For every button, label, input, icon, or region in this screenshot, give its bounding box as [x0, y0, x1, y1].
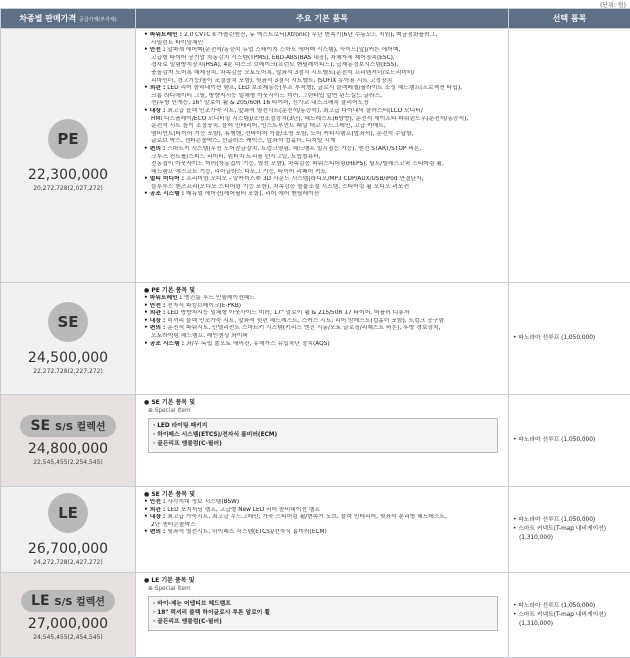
trim-price: 27,000,000	[27, 615, 109, 632]
options-cell-le	[509, 487, 630, 573]
feature-list	[136, 29, 508, 201]
features-cell-le	[136, 487, 509, 573]
feature-category: • 공조 시스템 :	[144, 340, 187, 347]
feature-category: • 외관 :	[144, 310, 168, 317]
trim-cell-se	[1, 283, 136, 395]
feature-line	[144, 184, 504, 192]
features-cell-se	[136, 283, 509, 395]
base-items-label: ● SE 기본 품목 및	[144, 491, 195, 498]
feature-text: 운전석 파워시트, 인텔리전트 스마트키 시스템(키리스 엔진 시동/오토 글로징/리퀘스트 버튼), 후방 경보장치,	[167, 325, 441, 332]
feature-line	[144, 310, 504, 318]
unit-note: (단위: 원)	[600, 2, 626, 9]
feature-line	[144, 32, 504, 40]
trim-supply-price: 24,272,728(2,427,272)	[33, 559, 103, 566]
feature-line	[144, 146, 504, 154]
trim-badge: SE	[48, 302, 88, 342]
trim-cell-le-ss	[1, 573, 136, 658]
header-options: 선택 품목	[509, 9, 630, 29]
feature-text: LED 방향지시등 일체형 아웃사이드 미러, 17" 알로이 휠 & 215/50R 17 타이어, 머플러 디퓨저	[167, 310, 410, 317]
feature-category: • 안전 :	[144, 499, 168, 505]
special-items-box	[148, 596, 498, 631]
feature-category: • 편의 :	[144, 145, 168, 152]
special-item: · LED 라이팅 패키지	[153, 423, 208, 429]
feature-text: 사일런트 타이밍체인	[151, 39, 204, 46]
special-item: · 바이-제논 어댑티브 헤드램프	[153, 601, 231, 607]
feature-category: • 안전 :	[144, 302, 168, 309]
trim-price: 26,700,000	[27, 541, 109, 557]
feature-text: 매뉴얼 에어컨(에어필터 포함), 리어 에어 벤틸레이션	[186, 191, 320, 198]
trim-badge-suffix: S/S 컬렉션	[55, 422, 106, 433]
feature-line	[144, 325, 504, 333]
feature-line	[144, 522, 504, 530]
feature-line	[144, 70, 504, 78]
feature-category: • 내장 :	[144, 514, 168, 521]
feature-line	[144, 295, 504, 303]
features-cell-pe	[136, 29, 509, 283]
feature-category: • 편의 :	[144, 529, 168, 536]
feature-line	[144, 123, 504, 131]
header-price	[1, 9, 136, 29]
feature-category: • 외관 :	[144, 506, 168, 513]
feature-text: 전동접이 아웃사이드 미러(자동접이 기능, 열선 포함), 차속감응 파워스티어링(HEPS), 틸트/텔레스코픽 스티어링 휠,	[151, 161, 444, 168]
base-items-label: ● PE 기본 품목 및	[144, 287, 196, 294]
trim-badge-suffix: S/S 컬렉션	[54, 596, 105, 608]
feature-text: 좌/우 독립 풀오토 에어컨, 유해가스 유입차단 장치(AQS)	[186, 340, 330, 347]
option-item: • 파노라마 선루프 (1,050,000)	[513, 335, 596, 341]
feature-text: 알파섀 에어백(운전석/동승석 듀얼 스테이지 스마트 에어백 시스템), 사이드(앞)/커튼 에어백,	[167, 47, 401, 54]
header-row	[1, 9, 630, 29]
feature-text: 최고급 블랙 인조가죽 시트, 앞좌석 열선시트(운전석/동승석), 최고급 다이내믹 클러스터(LCD 모니터/	[167, 107, 423, 114]
feature-line	[144, 169, 504, 177]
feature-text: 리마인더, 경고기능/높이 조절장치 포함), 뒷좌석 3점식 시트벨트, ISOFIX 유아용 시트 고정장치	[151, 77, 393, 84]
trim-badge: PE	[48, 119, 88, 159]
trim-cell-pe	[1, 29, 136, 283]
option-item: • 파노라마 선루프 (1,050,000)	[513, 437, 596, 443]
feature-line	[144, 108, 504, 116]
feature-text: 글로브 박스, 센터콘솔박스, 선글라스 케이스, 앞좌석 컵홀더, 디지털 시계	[151, 138, 336, 145]
special-items-box	[148, 418, 498, 453]
special-item: · 하이패스 시스템(ETCS)/전자식 룸미러(ECM)	[153, 432, 278, 438]
feature-line	[144, 161, 504, 169]
feature-text: 2단 센터콘솔박스	[151, 521, 196, 528]
options-cell-se	[509, 283, 630, 395]
trim-badge-main: SE	[30, 418, 51, 434]
trim-supply-price: 22,272,728(2,227,272)	[33, 368, 103, 375]
feature-line	[144, 154, 504, 162]
trim-badge	[21, 590, 115, 612]
feature-line	[144, 78, 504, 86]
feature-text: 운전석 시트 높이 조절장치, 블랙 인테리어, 인스트루먼트 패널 데코 우드그레인, 고급 카매트,	[151, 123, 386, 130]
feature-line	[144, 318, 504, 326]
option-item-price: (1,310,000)	[519, 620, 554, 627]
feature-line	[144, 191, 504, 199]
feature-line	[144, 93, 504, 101]
trim-badge-main: LE	[31, 592, 50, 609]
feature-category: • 멀티 미디어 :	[144, 176, 187, 183]
feature-category: • 안전 :	[144, 47, 168, 54]
feature-line	[144, 529, 504, 537]
table-row-se	[1, 283, 630, 395]
feature-text: 충돌감지 도어록 해제장치, 차속감응 오토도어록, 앞좌석 3점식 시트벨트(운전석 프리텐셔너/로드리미터/	[151, 69, 415, 76]
special-item-label: ⊕ Special Item	[148, 408, 191, 414]
feature-text: LED 리어 콤비네이션 램프, LED 보조제동등(루프 부착형), 글로시 블랙베젤/플라이트 소싱 헤드램프(프로젝션 타입),	[167, 85, 462, 92]
options-cell-pe	[509, 29, 630, 283]
option-item-price: (1,310,000)	[519, 535, 554, 541]
feature-text: 최고급 가죽시트, 최고급 우드그레인, 가죽 스티어링 휠/변속기 노브, 블랙 인테리어, 뒷좌석 분리형 헤드레스트,	[167, 514, 447, 521]
feature-category: • 편의 :	[144, 325, 168, 332]
features-cell-se-ss	[136, 395, 509, 487]
feature-line	[144, 514, 504, 522]
feature-line	[144, 176, 504, 184]
feature-line	[144, 138, 504, 146]
feature-line	[144, 341, 504, 349]
table-row-le	[1, 487, 630, 573]
features-cell-le-ss	[136, 573, 509, 658]
trim-cell-le	[1, 487, 136, 573]
table-row-le-ss	[1, 573, 630, 658]
feature-text: 크롬 라디에이터 그릴, 방향지시등 일체형 아웃사이드 미러, 그린타입 앞면 윈드실드 글라스,	[151, 92, 383, 99]
feature-line	[144, 499, 504, 507]
feature-text: 크루즈 컨트롤/스피드 리미터, 원터치 트리플 턴시그널, 트립컴퓨터,	[151, 153, 321, 160]
special-item-label: ⊕ Special Item	[148, 586, 191, 592]
feature-line	[144, 116, 504, 124]
feature-text: 블루투스 핸즈프리(오디오 스티어링 기능 포함), 차속감응 볼륨조절 시스템, 스티어링 휠 오디오 리모컨	[151, 183, 410, 190]
trim-supply-price: 22,545,455(2,254,545)	[33, 459, 103, 466]
feature-text: 엔진룸 후드 인슐레이션패드	[184, 295, 255, 301]
feature-text: 오토라이팅 헤드램프, 레인센싱 와이퍼	[151, 332, 248, 339]
feature-text: 헤드램프 에스코트 기능, 리어글라스 디포그 기능, 타이어 리페어 키트	[151, 168, 327, 175]
special-item: · 18" 럭셔리 블랙 하이글로시 투톤 알로이 휠	[153, 610, 271, 616]
options-cell-se-ss	[509, 395, 630, 487]
feature-line	[144, 40, 504, 48]
feature-line	[144, 333, 504, 341]
feature-text: 전자식 파킹브레이크(E-PKB)	[167, 302, 242, 309]
feature-line	[144, 55, 504, 63]
trim-supply-price: 20,272,728(2,027,272)	[33, 185, 103, 192]
feature-text: 전/후방 안개등, 16" 알로이 휠 & 205/60R 16 타이어, 신가교 내스크래치 클리어도장	[151, 100, 369, 107]
options-cell-le-ss	[509, 573, 630, 658]
feature-text: 고급형 타이어 공기압 자동감지 시스템(TPMS), EBD-ABS(BAS 내장), 차체자세 제어장치(ESC),	[151, 54, 395, 61]
header-price-main: 차종별 판매가격	[19, 14, 77, 23]
table-row-pe	[1, 29, 630, 283]
feature-list	[144, 295, 504, 348]
trim-supply-price: 24,545,455(2,454,545)	[33, 633, 103, 641]
feature-line	[144, 100, 504, 108]
feature-category: • 내장 :	[144, 317, 168, 324]
option-item: • 스마트 커넥트(T-map 내비게이션)	[513, 526, 607, 532]
feature-text: LED 포지셔닝 램프, 고급형 New LED 리어 콤비네이션 램프	[167, 506, 321, 513]
feature-text: 뒷좌석 열선시트, 하이패스 시스템(ETCS)/전자식 룸미러(ECM)	[167, 529, 327, 536]
feature-text: 스마트키 시스템(무선 도어잠금장치, 트렁크열림, 헤드램프 일시점등 기능), 엔진 START/STOP 버튼,	[167, 145, 422, 152]
feature-category: • 파워트레인 :	[144, 32, 185, 38]
feature-category: • 공조 시스템 :	[144, 191, 187, 198]
feature-line	[144, 507, 504, 515]
feature-category: • 내장 :	[144, 107, 168, 114]
base-items-label: ● LE 기본 품목 및	[144, 577, 195, 584]
feature-category: • 외관 :	[144, 85, 168, 92]
feature-text: 경사로 밀림방지장치(HSA), 4륜 디스크 브레이크(프런트 벤틸레이티드), 급제동경보시스템(ESS),	[151, 62, 399, 69]
feature-text: HMI 디스플레이/ECO 모니터링 시스템)/조명조절장치(3단), 헤드레스트(6방향), 운전석 세이프티 파워윈도우(운전석/동승석),	[151, 115, 469, 122]
feature-text: 앰비언트(타이어 기능 포함), 휴행핸, 선바이저 거울/조명 포함, 도어 커티시램프(앞좌석), 운전석 수납함,	[151, 130, 414, 137]
trim-cell-se-ss	[1, 395, 136, 487]
trim-price: 24,500,000	[27, 350, 109, 366]
feature-list	[144, 499, 504, 537]
trim-badge: LE	[48, 493, 88, 533]
option-item: • 스마트 커넥트(T-map 내비게이션)	[513, 611, 607, 618]
trim-price: 22,300,000	[27, 167, 109, 183]
trim-price: 24,800,000	[27, 441, 109, 457]
feature-text: 2.0 CVTC II 가솔린엔진, 뉴 엑스트로닉(Xtronic) 무단 변속기(6단 수동모드 지원), 백금점화플러그,	[184, 32, 438, 38]
header-price-sub: 공급가액(부가세)	[78, 17, 117, 23]
option-item: • 파노라마 선루프 (1,050,000)	[513, 517, 596, 523]
special-item: · 골든리프 엠블럼(C-필러)	[153, 441, 222, 447]
feature-category: • 파워트레인 :	[144, 295, 185, 301]
feature-line	[144, 62, 504, 70]
feature-line	[144, 131, 504, 139]
feature-text: 사각지대 정보 시스템(BSW)	[167, 499, 240, 505]
table-row-se-ss	[1, 395, 630, 487]
trim-badge	[20, 415, 115, 437]
option-item: • 파노라마 선루프 (1,050,000)	[513, 602, 596, 609]
feature-text: 프리미엄 오디오 - 알카미스® 3D 사운드 시스템(라디오/MP3 CDP/AUX/USB/iPod 연결단자,	[186, 176, 424, 183]
header-features: 주요 기본 품목	[136, 9, 509, 29]
price-table	[0, 8, 630, 658]
feature-line	[144, 47, 504, 55]
feature-line	[144, 303, 504, 311]
feature-text: 럭셔리 블랙 인조가죽 시트, 앞좌석 뒷편 헤드레스트, 스커스 시트, 리어 암레스트(컵홀더 포함), 트렁크 공구함	[167, 317, 444, 324]
feature-line	[144, 85, 504, 93]
special-item: · 골든리프 엠블럼(C-필러)	[153, 619, 222, 625]
base-items-label: ● SE 기본 품목 및	[144, 399, 195, 406]
